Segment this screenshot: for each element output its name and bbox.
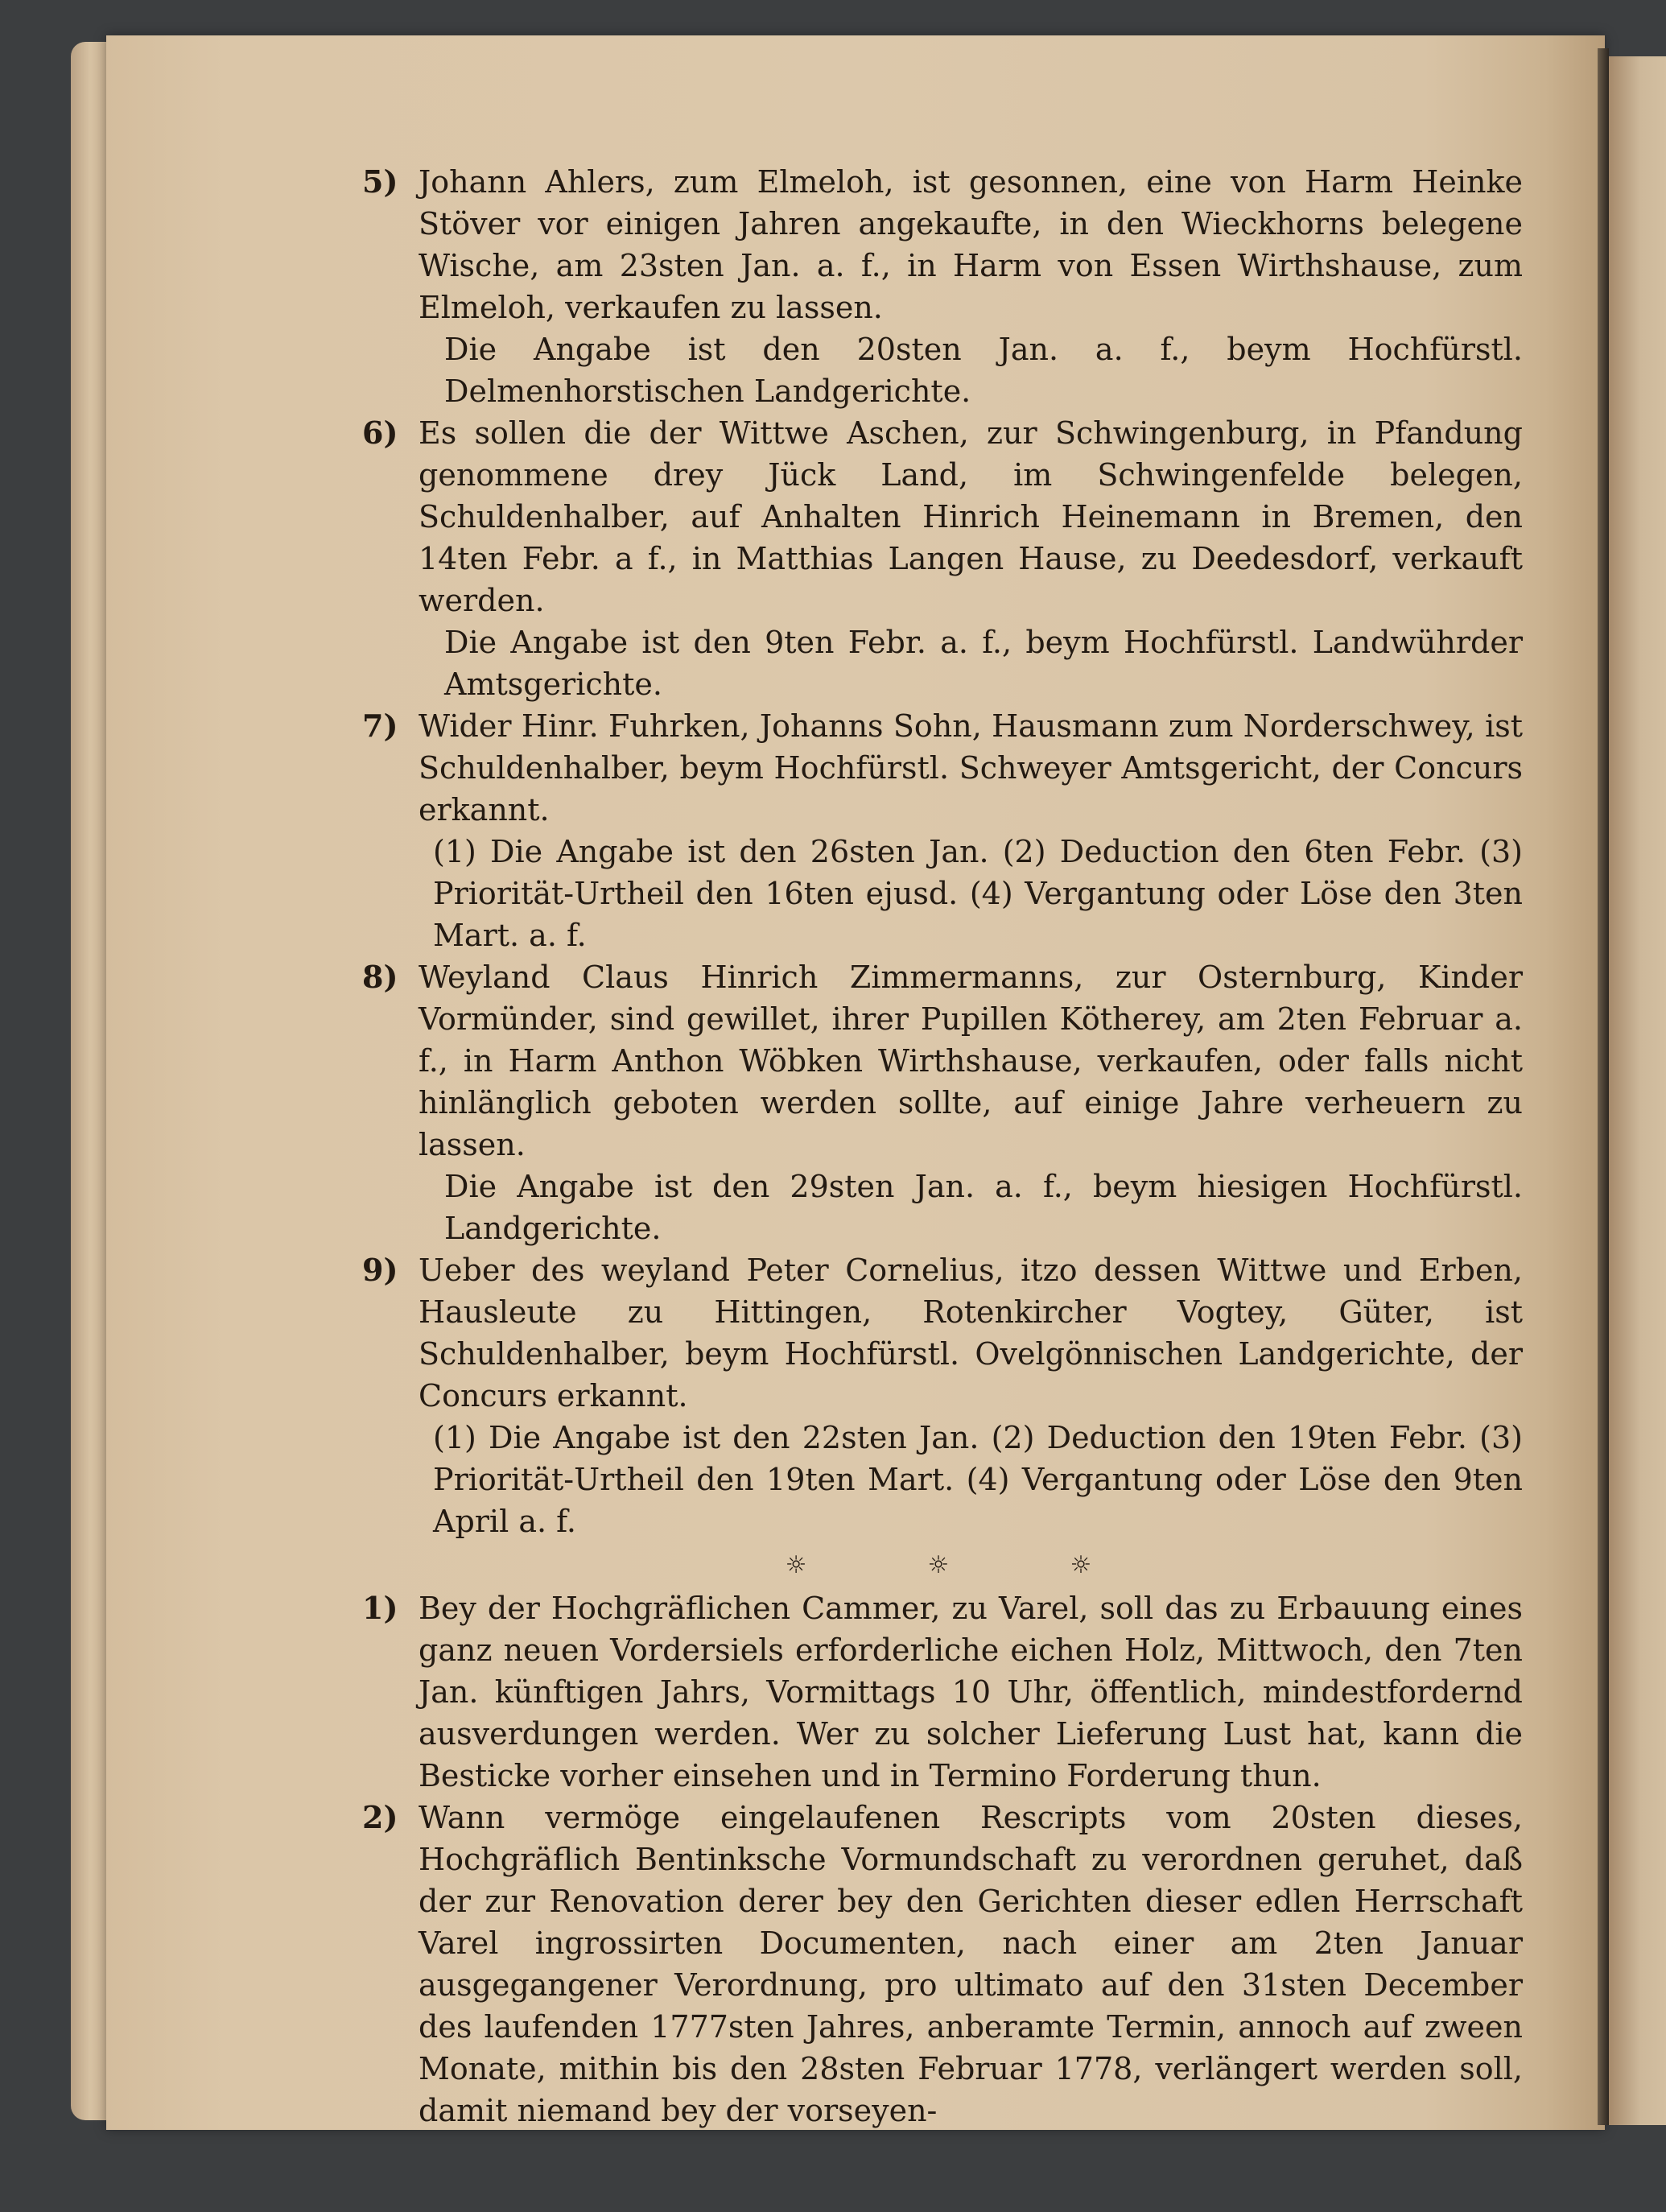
sun-ornament-icon: ☼ xyxy=(927,1551,950,1579)
entry-body: Es sollen die der Wittwe Aschen, zur Schwingenburg, in Pfandung genommene drey Jück Land, im Schwingenfelde belegen, Schuldenhalber, auf Anhalten Hinrich Heinemann in Bremen, den 14ten Febr. a f., in Matthias Langen Hause, zu Deedesdorf, verkauft werden. xyxy=(419,415,1523,618)
section-divider-ornament xyxy=(354,1546,1523,1586)
entry-note: (1) Die Angabe ist den 22sten Jan. (2) Deduction den 19ten Febr. (3) Priorität-Urtheil den 19ten Mart. (4) Vergantung oder Löse den 9ten April a. f. xyxy=(433,1420,1523,1539)
entry-5 xyxy=(362,161,1523,412)
entry-7 xyxy=(362,705,1523,956)
entry-6 xyxy=(362,412,1523,705)
page-text xyxy=(362,161,1523,2132)
entry-body: Bey der Hochgräflichen Cammer, zu Varel, soll das zu Erbauung eines ganz neuen Vordersiels erforderliche eichen Holz, Mittwoch, den 7ten Jan. künftigen Jahrs, Vormittags 10 Uhr, öffentlich, mindestfordernd ausverdungen werden. Wer zu solcher Lieferung Lust hat, kann die Besticke vorher einsehen und in Termino Forderung thun. xyxy=(419,1591,1523,1793)
entry-number: 9) xyxy=(362,1252,398,1288)
entry-note: Die Angabe ist den 29sten Jan. a. f., beym hiesigen Hochfürstl. Landgerichte. xyxy=(444,1169,1523,1246)
entry-number: 8) xyxy=(362,959,398,995)
facing-page-edge xyxy=(1609,56,1666,2125)
entry-note: (1) Die Angabe ist den 26sten Jan. (2) Deduction den 6ten Febr. (3) Priorität-Urtheil den 16ten ejusd. (4) Vergantung oder Löse den 3ten Mart. a. f. xyxy=(433,834,1523,953)
entry-body: Johann Ahlers, zum Elmeloh, ist gesonnen, eine von Harm Heinke Stöver vor einigen Jahren angekaufte, in den Wieckhorns belegene Wische, am 23sten Jan. a. f., in Harm von Essen Wirthshause, zum Elmeloh, verkaufen zu lassen. xyxy=(419,164,1523,325)
entry-body: Weyland Claus Hinrich Zimmermanns, zur Osternburg, Kinder Vormünder, sind gewillet, ihrer Pupillen Kötherey, am 2ten Februar a. f., in Harm Anthon Wöbken Wirthshause, verkaufen, oder falls nicht hinlänglich geboten werden sollte, auf einige Jahre verheuern zu lassen. xyxy=(419,959,1523,1162)
entry-note: Die Angabe ist den 9ten Febr. a. f., beym Hochfürstl. Landwührder Amtsgerichte. xyxy=(444,625,1523,702)
entry-9 xyxy=(362,1249,1523,1542)
entry-body: Wider Hinr. Fuhrken, Johanns Sohn, Hausmann zum Norderschwey, ist Schuldenhalber, beym Hochfürstl. Schweyer Amtsgericht, der Concurs erkannt. xyxy=(419,708,1523,827)
entry-body: Wann vermöge eingelaufenen Rescripts vom 20sten dieses, Hochgräflich Bentinksche Vormundschaft zu verordnen geruhet, daß der zur Renovation derer bey den Gerichten dieser edlen Herrschaft Varel ingrossirten Documenten, nach einer am 2ten Januar ausgegangener Verordnung, pro ultimato auf den 31sten December des laufenden 1777sten Jahres, anberamte Termin, annoch auf zween Monate, mithin bis den 28sten Februar 1778, verlängert werden soll, damit niemand bey der vorseyen- xyxy=(419,1800,1523,2128)
sun-ornament-icon: ☼ xyxy=(785,1551,807,1579)
entry-body: Ueber des weyland Peter Cornelius, itzo dessen Wittwe und Erben, Hausleute zu Hittingen, Rotenkircher Vogtey, Güter, ist Schuldenhalber, beym Hochfürstl. Ovelgönnischen Landgerichte, der Concurs erkannt. xyxy=(419,1253,1523,1413)
entry-8 xyxy=(362,956,1523,1249)
entry-number: 5) xyxy=(362,163,398,200)
entry-note: Die Angabe ist den 20sten Jan. a. f., beym Hochfürstl. Delmenhorstischen Landgerichte. xyxy=(444,332,1523,409)
varel-entry-2 xyxy=(362,1797,1523,2132)
book-gutter xyxy=(1598,48,1609,2125)
entry-number: 7) xyxy=(362,708,398,744)
entry-number: 1) xyxy=(362,1590,398,1626)
varel-entry-1 xyxy=(362,1587,1523,1797)
entry-number: 2) xyxy=(362,1799,398,1835)
sun-ornament-icon: ☼ xyxy=(1070,1551,1092,1579)
entry-number: 6) xyxy=(362,415,398,451)
